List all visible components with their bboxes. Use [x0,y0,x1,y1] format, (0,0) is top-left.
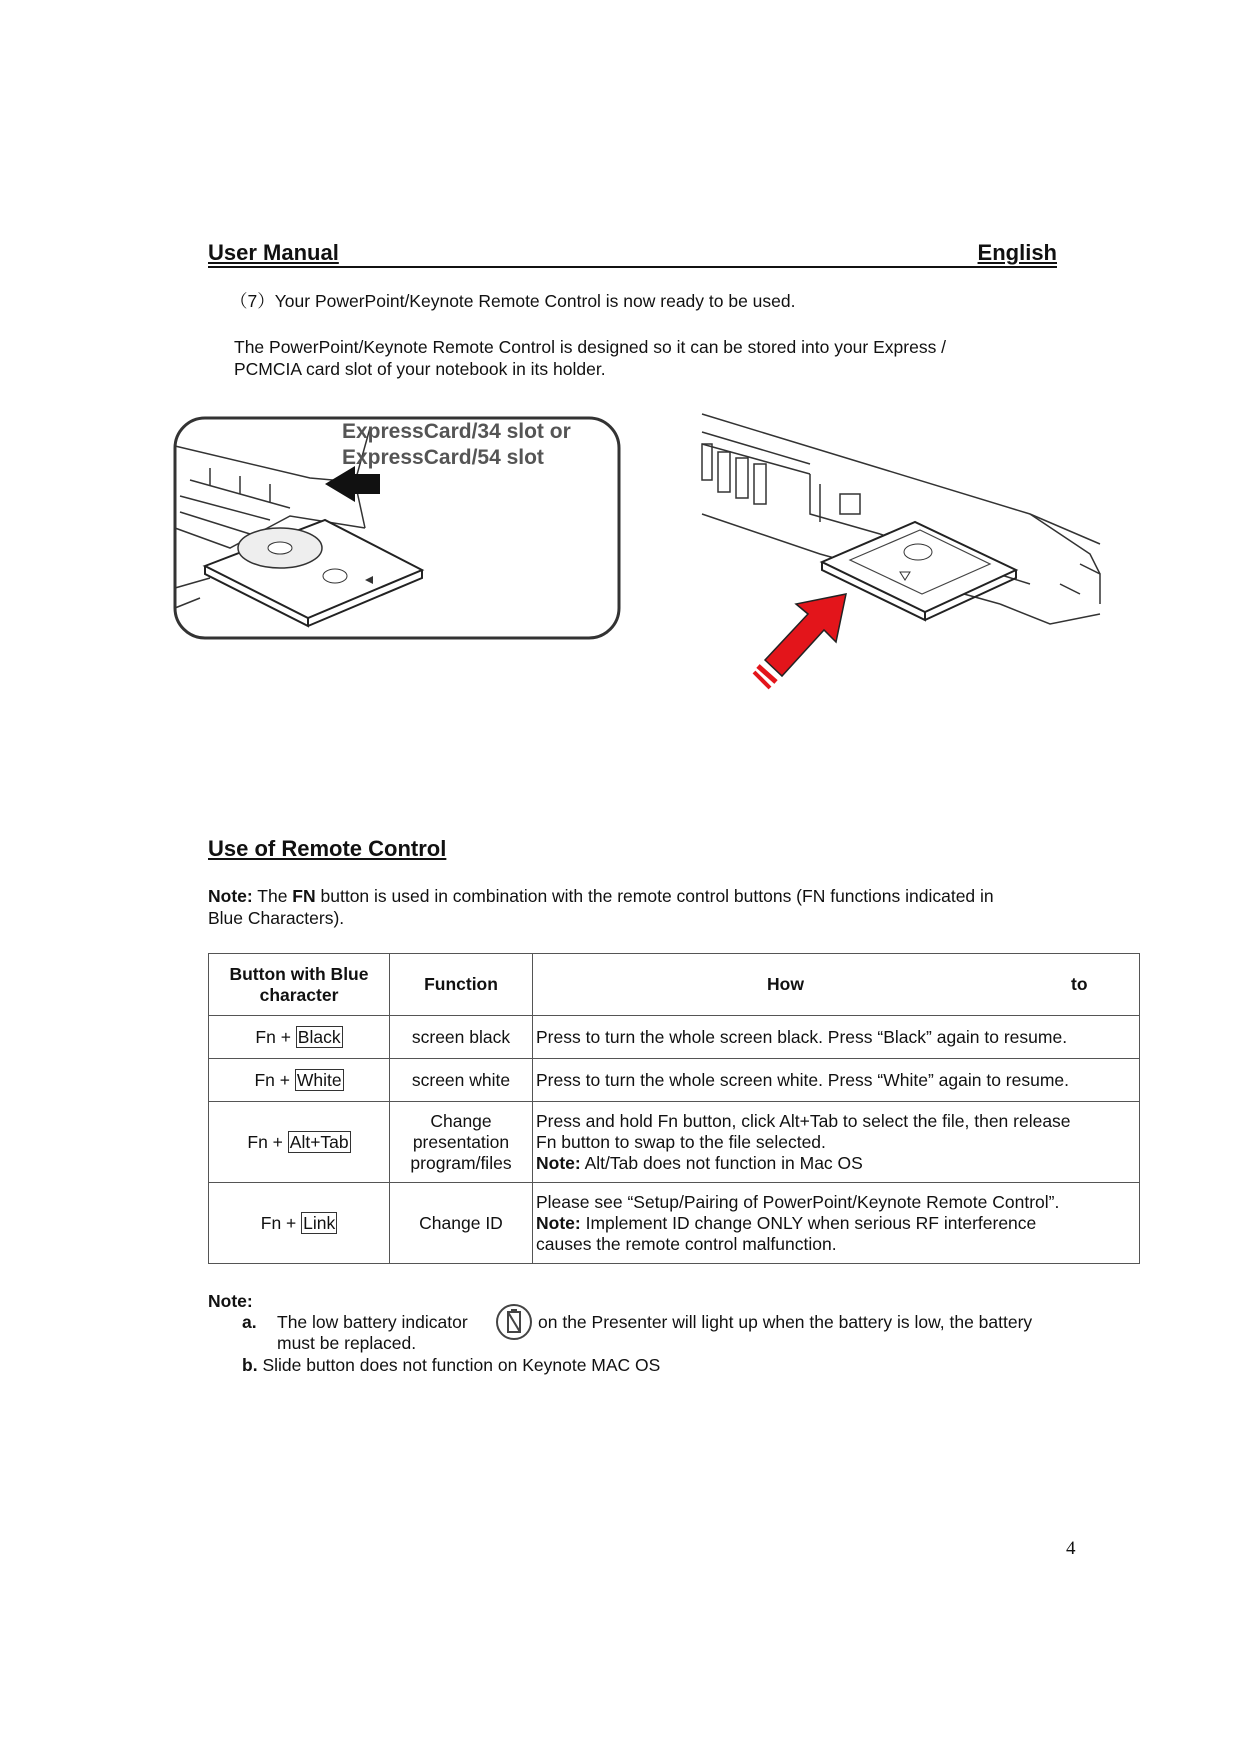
note-b-text: Slide button does not function on Keynote MAC OS [262,1355,661,1375]
how-cell: Press and hold Fn button, click Alt+Tab to select the file, then release Fn button to swap to the file selected. Note: Alt/Tab does not function in Mac OS [533,1102,1140,1183]
note-a-post: on the Presenter will light up when the battery is low, the battery [538,1312,1033,1332]
how-cell: Press to turn the whole screen white. Press “White” again to resume. [533,1059,1140,1102]
function-cell: Change presentation program/files [390,1102,533,1183]
note-intro-fn: FN [292,886,316,906]
table-row [209,1183,1140,1264]
note-intro-line-2: Blue Characters). [208,908,345,928]
table-row [209,1102,1140,1183]
key-alt-tab: Alt+Tab [289,1131,349,1152]
step-7-text: （7）Your PowerPoint/Keynote Remote Control is now ready to be used. [230,291,796,311]
note-a-marker: a. [242,1312,257,1332]
key-white: White [296,1069,342,1090]
note-b-marker: b. [242,1355,258,1375]
button-combo: Fn + Black [209,1016,390,1059]
button-combo: Fn + Alt+Tab [209,1102,390,1183]
function-table [208,953,1140,1264]
slot-label-line-1: ExpressCard/34 slot or [342,420,571,443]
section-title-use-of-remote: Use of Remote Control [208,836,447,861]
storage-paragraph [234,336,946,380]
header-button-column: Button with Blue character [209,954,390,1016]
header-function-column: Function [390,954,533,1016]
button-combo: Fn + White [209,1059,390,1102]
low-battery-icon [494,1302,534,1342]
header-how-column: How to [533,954,1140,1016]
page-number: 4 [1066,1538,1076,1559]
header-language: English [977,240,1057,265]
red-insert-arrow-icon [754,594,846,688]
note-intro-rest: button is used in combination with the remote control buttons (FN functions indicated in [320,886,994,906]
remote-card-inserted [822,522,1016,620]
note-intro-label: Note: [208,886,253,906]
note-a-pre: The low battery indicator [277,1312,468,1332]
function-cell: screen white [390,1059,533,1102]
note-intro [208,885,1108,929]
how-cell: Please see “Setup/Pairing of PowerPoint/Keynote Remote Control”. Note: Implement ID change ONLY when serious RF interference causes the remote control malfunction. [533,1183,1140,1264]
storage-line-1: The PowerPoint/Keynote Remote Control is designed so it can be stored into your Express / [234,337,947,357]
expresscard-slot-illustration [170,408,630,678]
page-header [208,240,1057,268]
note-b [242,1354,660,1376]
function-cell: Change ID [390,1183,533,1264]
slot-label-line-2: ExpressCard/54 slot [342,446,544,469]
key-black: Black [297,1026,341,1047]
button-combo: Fn + Link [209,1183,390,1264]
how-cell: Press to turn the whole screen black. Press “Black” again to resume. [533,1016,1140,1059]
function-cell: screen black [390,1016,533,1059]
storage-line-2: PCMCIA card slot of your notebook in its holder. [234,359,606,379]
table-row [209,1016,1140,1059]
notes-label: Note: [208,1291,253,1311]
table-row [209,1059,1140,1102]
note-a-line-2: must be replaced. [277,1333,417,1353]
header-title: User Manual [208,240,339,265]
notebook-slot-illustration [700,404,1120,694]
key-link: Link [303,1212,336,1233]
table-header-row [209,954,1140,1016]
note-intro-pre: The [257,886,288,906]
